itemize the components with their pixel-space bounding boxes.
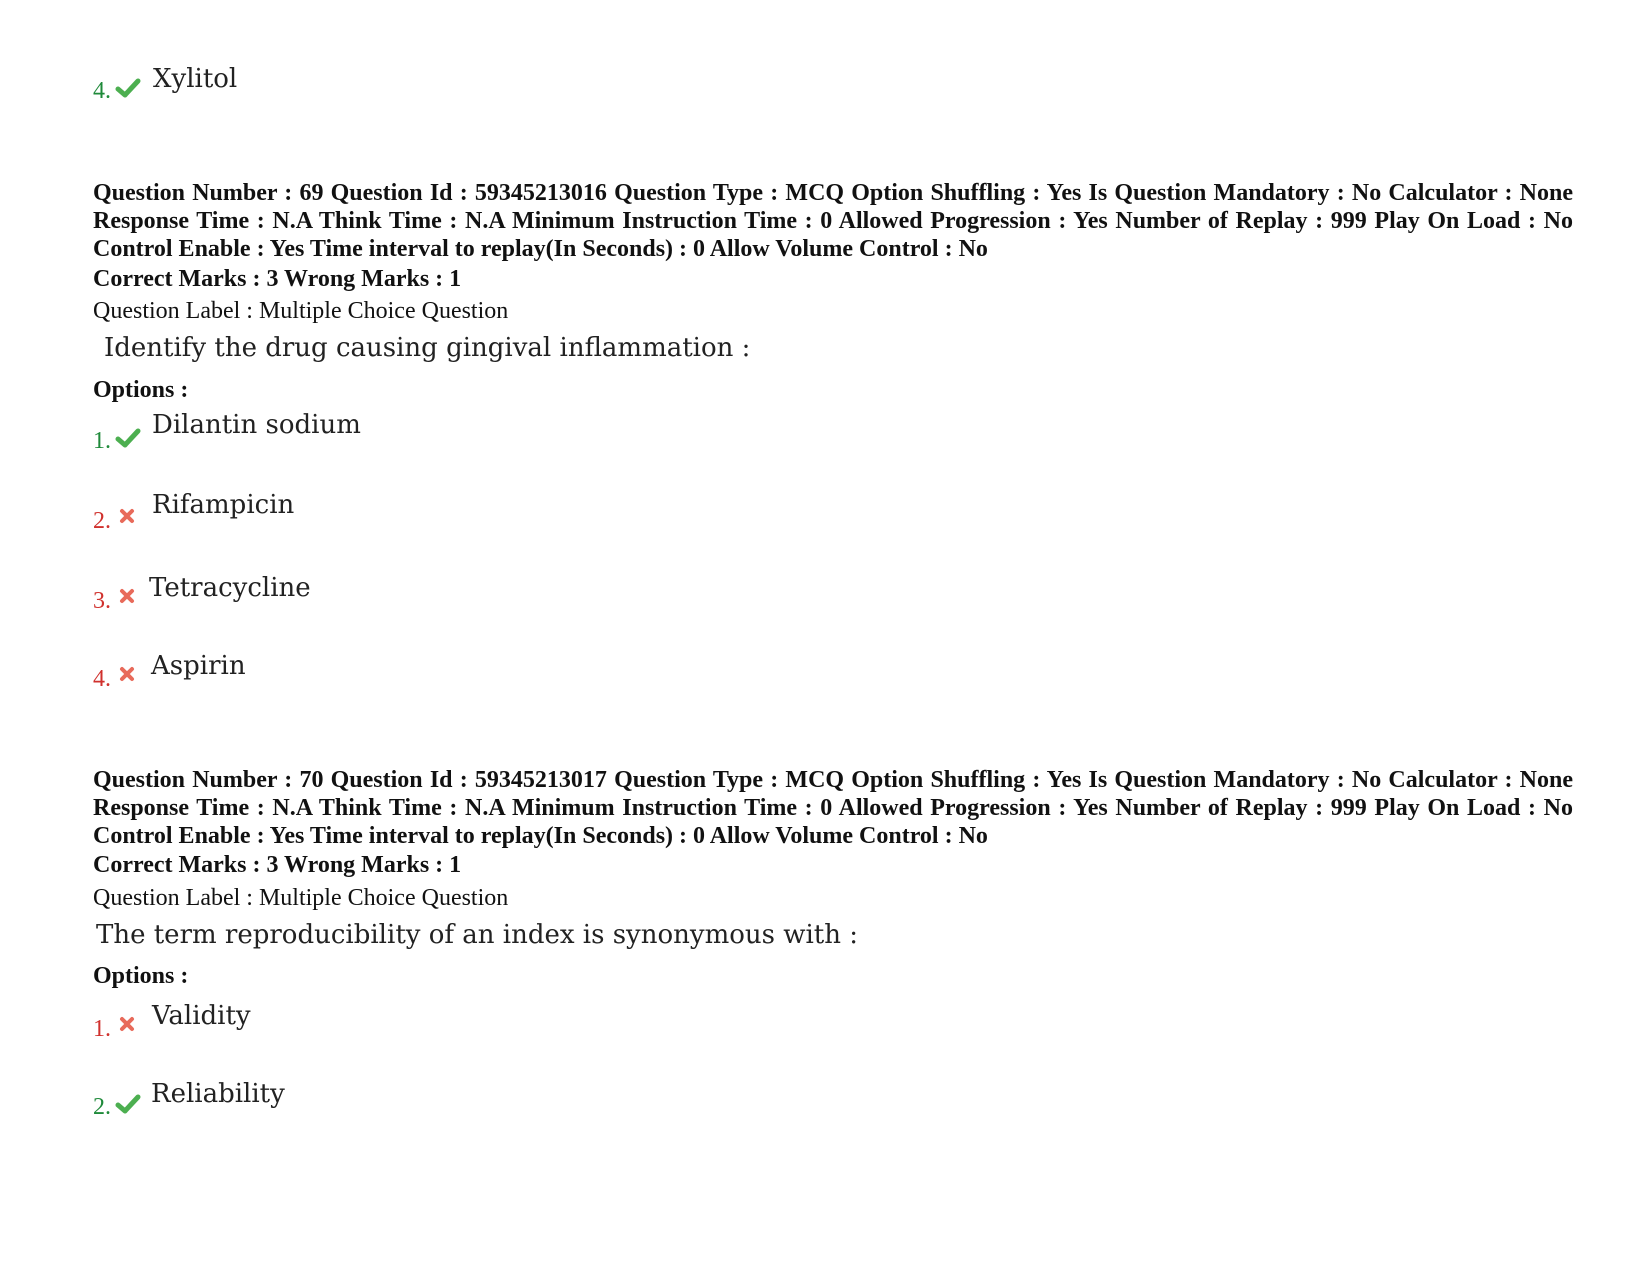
option-text: Aspirin xyxy=(151,651,246,681)
option-item xyxy=(93,1001,493,1045)
option-item xyxy=(93,573,493,617)
option-number: 1. xyxy=(93,1016,111,1042)
option-number: 2. xyxy=(93,1094,111,1120)
question-meta: Question Number : 70 Question Id : 59345213017 Question Type : MCQ Option Shuffling : Yes Is Question Mandatory : No Calculator : None Response Time : N.A Think Time : N.A Minimum Instruction Time : 0 Allowed Progression : Yes Number of Replay : 999 Play On Load : No Control Enable : Yes Time interval to replay(In Seconds) : 0 Allow Volume Control : No xyxy=(93,767,1573,849)
question-meta: Question Number : 69 Question Id : 59345213016 Question Type : MCQ Option Shuffling : Yes Is Question Mandatory : No Calculator : None Response Time : N.A Think Time : N.A Minimum Instruction Time : 0 Allowed Progression : Yes Number of Replay : 999 Play On Load : No Control Enable : Yes Time interval to replay(In Seconds) : 0 Allow Volume Control : No xyxy=(93,180,1573,262)
option-text: Validity xyxy=(152,1001,251,1031)
option-number: 2. xyxy=(93,508,111,534)
check-icon xyxy=(115,76,141,105)
question-text: Identify the drug causing gingival inflammation : xyxy=(104,333,751,363)
question-marks: Correct Marks : 3 Wrong Marks : 1 xyxy=(93,852,462,878)
question-label: Question Label : Multiple Choice Question xyxy=(93,885,509,911)
option-text: Tetracycline xyxy=(149,573,311,603)
cross-icon xyxy=(118,587,136,610)
option-text: Dilantin sodium xyxy=(152,410,361,440)
cross-icon xyxy=(118,665,136,688)
option-text: Reliability xyxy=(151,1079,285,1109)
option-number: 1. xyxy=(93,428,111,454)
option-text: Xylitol xyxy=(153,64,238,94)
option-number: 4. xyxy=(93,666,111,692)
question-label: Question Label : Multiple Choice Question xyxy=(93,298,509,324)
check-icon xyxy=(115,1092,141,1121)
question-text: The term reproducibility of an index is synonymous with : xyxy=(96,920,859,950)
cross-icon xyxy=(118,507,136,530)
options-heading: Options : xyxy=(93,963,189,989)
cross-icon xyxy=(118,1015,136,1038)
option-number: 4. xyxy=(93,78,111,104)
question-marks: Correct Marks : 3 Wrong Marks : 1 xyxy=(93,266,462,292)
prev-question-option xyxy=(93,64,493,108)
option-text: Rifampicin xyxy=(152,490,295,520)
option-item xyxy=(93,410,493,454)
option-number: 3. xyxy=(93,588,111,614)
option-item xyxy=(93,1079,493,1123)
options-heading: Options : xyxy=(93,377,189,403)
option-item xyxy=(93,651,493,695)
check-icon xyxy=(115,426,141,455)
option-item xyxy=(93,490,493,534)
